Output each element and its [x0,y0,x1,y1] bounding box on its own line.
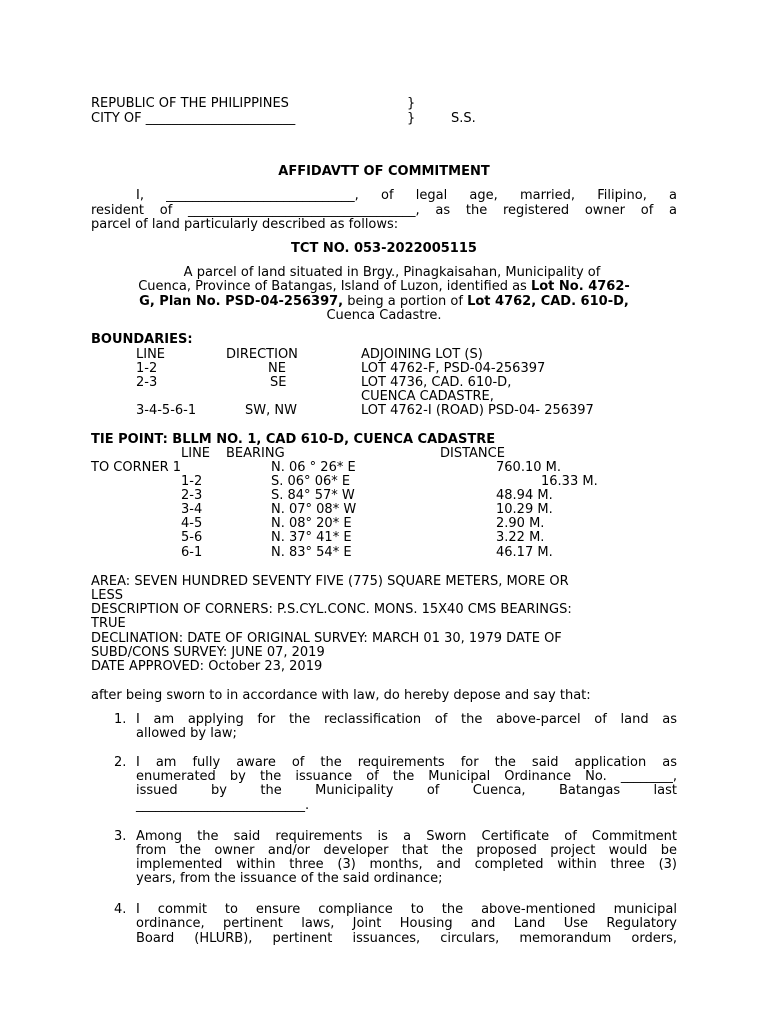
intro-line: I, _____________________________, of legal age, married, Filipino, a [136,188,677,203]
boundary-lot: CUENCA CADASTRE, [361,389,494,404]
item-line: I commit to ensure compliance to the above-mentioned municipal [136,902,677,917]
col-header-direction: DIRECTION [226,347,298,362]
item-line: years, from the issuance of the said ordinance; [136,871,443,886]
boundary-line: 3-4-5-6-1 [136,403,197,418]
boundary-lot: LOT 4736, CAD. 610-D, [361,375,512,390]
tct-number: TCT NO. 053-2022005115 [291,241,477,256]
boundary-line: 2-3 [136,375,158,390]
item-number: 2. [114,755,127,770]
parcel-line [91,279,677,294]
tie-bearing: S. 06° 06* E [271,474,351,489]
item-line: ordinance, pertinent laws, Joint Housing and Land Use Regulatory [136,916,677,931]
boundary-lot: LOT 4762-I (ROAD) PSD-04- 256397 [361,403,594,418]
brace: } [407,111,416,126]
boundary-line: 1-2 [136,361,158,376]
parcel-text: Cuenca, Province of Batangas, Island of Luzon, identified as [138,279,531,294]
city-line: CITY OF _______________________ [91,111,296,126]
item-line: __________________________. [136,798,310,813]
area-line: LESS [91,588,123,603]
boundary-direction: SE [270,375,287,390]
tie-point-heading: TIE POINT: BLLM NO. 1, CAD 610-D, CUENCA CADASTRE [91,432,496,447]
parcel-line: A parcel of land situated in Brgy., Pinagkaisahan, Municipality of [183,265,601,280]
tie-line: TO CORNER 1 [91,460,182,475]
item-line: implemented within three (3) months, and completed within three (3) [136,857,677,872]
col-header-bearing: BEARING [226,446,285,461]
tie-line: 4-5 [181,516,203,531]
item-line: I am applying for the reclassification of the above-parcel of land as [136,712,677,727]
item-line: enumerated by the issuance of the Municipal Ordinance No. ________, [136,769,677,784]
ss-label: S.S. [451,111,476,126]
corners-line: TRUE [91,616,126,631]
tie-bearing: N. 83° 54* E [271,545,352,560]
parcel-text: being a portion of [343,294,468,309]
boundary-direction: NE [268,361,286,376]
boundary-lot: LOT 4762-F, PSD-04-256397 [361,361,546,376]
tie-bearing: N. 07° 08* W [271,502,357,517]
item-line: I am fully aware of the requirements for the said application as [136,755,677,770]
item-number: 1. [114,712,127,727]
tie-line: 5-6 [181,530,203,545]
tie-distance: 10.29 M. [496,502,553,517]
tie-distance: 2.90 M. [496,516,545,531]
lot-id: Lot No. 4762- [530,279,630,294]
parcel-line: Cuenca Cadastre. [326,308,442,323]
tie-line: 1-2 [181,474,203,489]
tie-bearing: N. 37° 41* E [271,530,352,545]
republic-line: REPUBLIC OF THE PHILIPPINES [91,96,289,111]
declination-line: DECLINATION: DATE OF ORIGINAL SURVEY: MARCH 01 30, 1979 DATE OF [91,631,562,646]
tie-distance: 16.33 M. [541,474,598,489]
col-header-line: LINE [136,347,166,362]
tie-line: 3-4 [181,502,203,517]
tie-distance: 760.10 M. [496,460,561,475]
intro-line: resident of ___________________________________, as the registered owner of a [91,203,677,218]
item-number: 3. [114,829,127,844]
cad-lot: Lot 4762, CAD. 610-D, [467,294,629,309]
item-line: allowed by law; [136,726,237,741]
document-title: AFFIDAVTT OF COMMITMENT [278,164,490,179]
tie-bearing: N. 08° 20* E [271,516,352,531]
col-header-distance: DISTANCE [440,446,505,461]
brace: } [407,96,416,111]
tie-distance: 48.94 M. [496,488,553,503]
corners-line: DESCRIPTION OF CORNERS: P.S.CYL.CONC. MONS. 15X40 CMS BEARINGS: [91,602,572,617]
boundary-direction: SW, NW [245,403,297,418]
parcel-line [91,294,677,309]
col-header-line: LINE [181,446,211,461]
tie-line: 6-1 [181,545,203,560]
col-header-adjoining: ADJOINING LOT (S) [361,347,483,362]
item-line: Among the said requirements is a Sworn Certificate of Commitment [136,829,677,844]
declination-line: SUBD/CONS SURVEY: JUNE 07, 2019 [91,645,325,660]
plan-id: G, Plan No. PSD-04-256397, [139,294,344,309]
tie-line: 2-3 [181,488,203,503]
area-line: AREA: SEVEN HUNDRED SEVENTY FIVE (775) SQUARE METERS, MORE OR [91,574,569,589]
item-number: 4. [114,902,127,917]
item-line: issued by the Municipality of Cuenca, Batangas last [136,783,677,798]
intro-line: parcel of land particularly described as follows: [91,217,399,232]
tie-bearing: S. 84° 57* W [271,488,355,503]
depose-line: after being sworn to in accordance with law, do hereby depose and say that: [91,688,591,703]
item-line: from the owner and/or developer that the proposed project would be [136,843,677,858]
date-approved-line: DATE APPROVED: October 23, 2019 [91,659,323,674]
tie-distance: 3.22 M. [496,530,545,545]
boundaries-heading: BOUNDARIES: [91,332,193,347]
tie-distance: 46.17 M. [496,545,553,560]
item-line: Board (HLURB), pertinent issuances, circulars, memorandum orders, [136,931,677,946]
tie-bearing: N. 06 ° 26* E [271,460,356,475]
